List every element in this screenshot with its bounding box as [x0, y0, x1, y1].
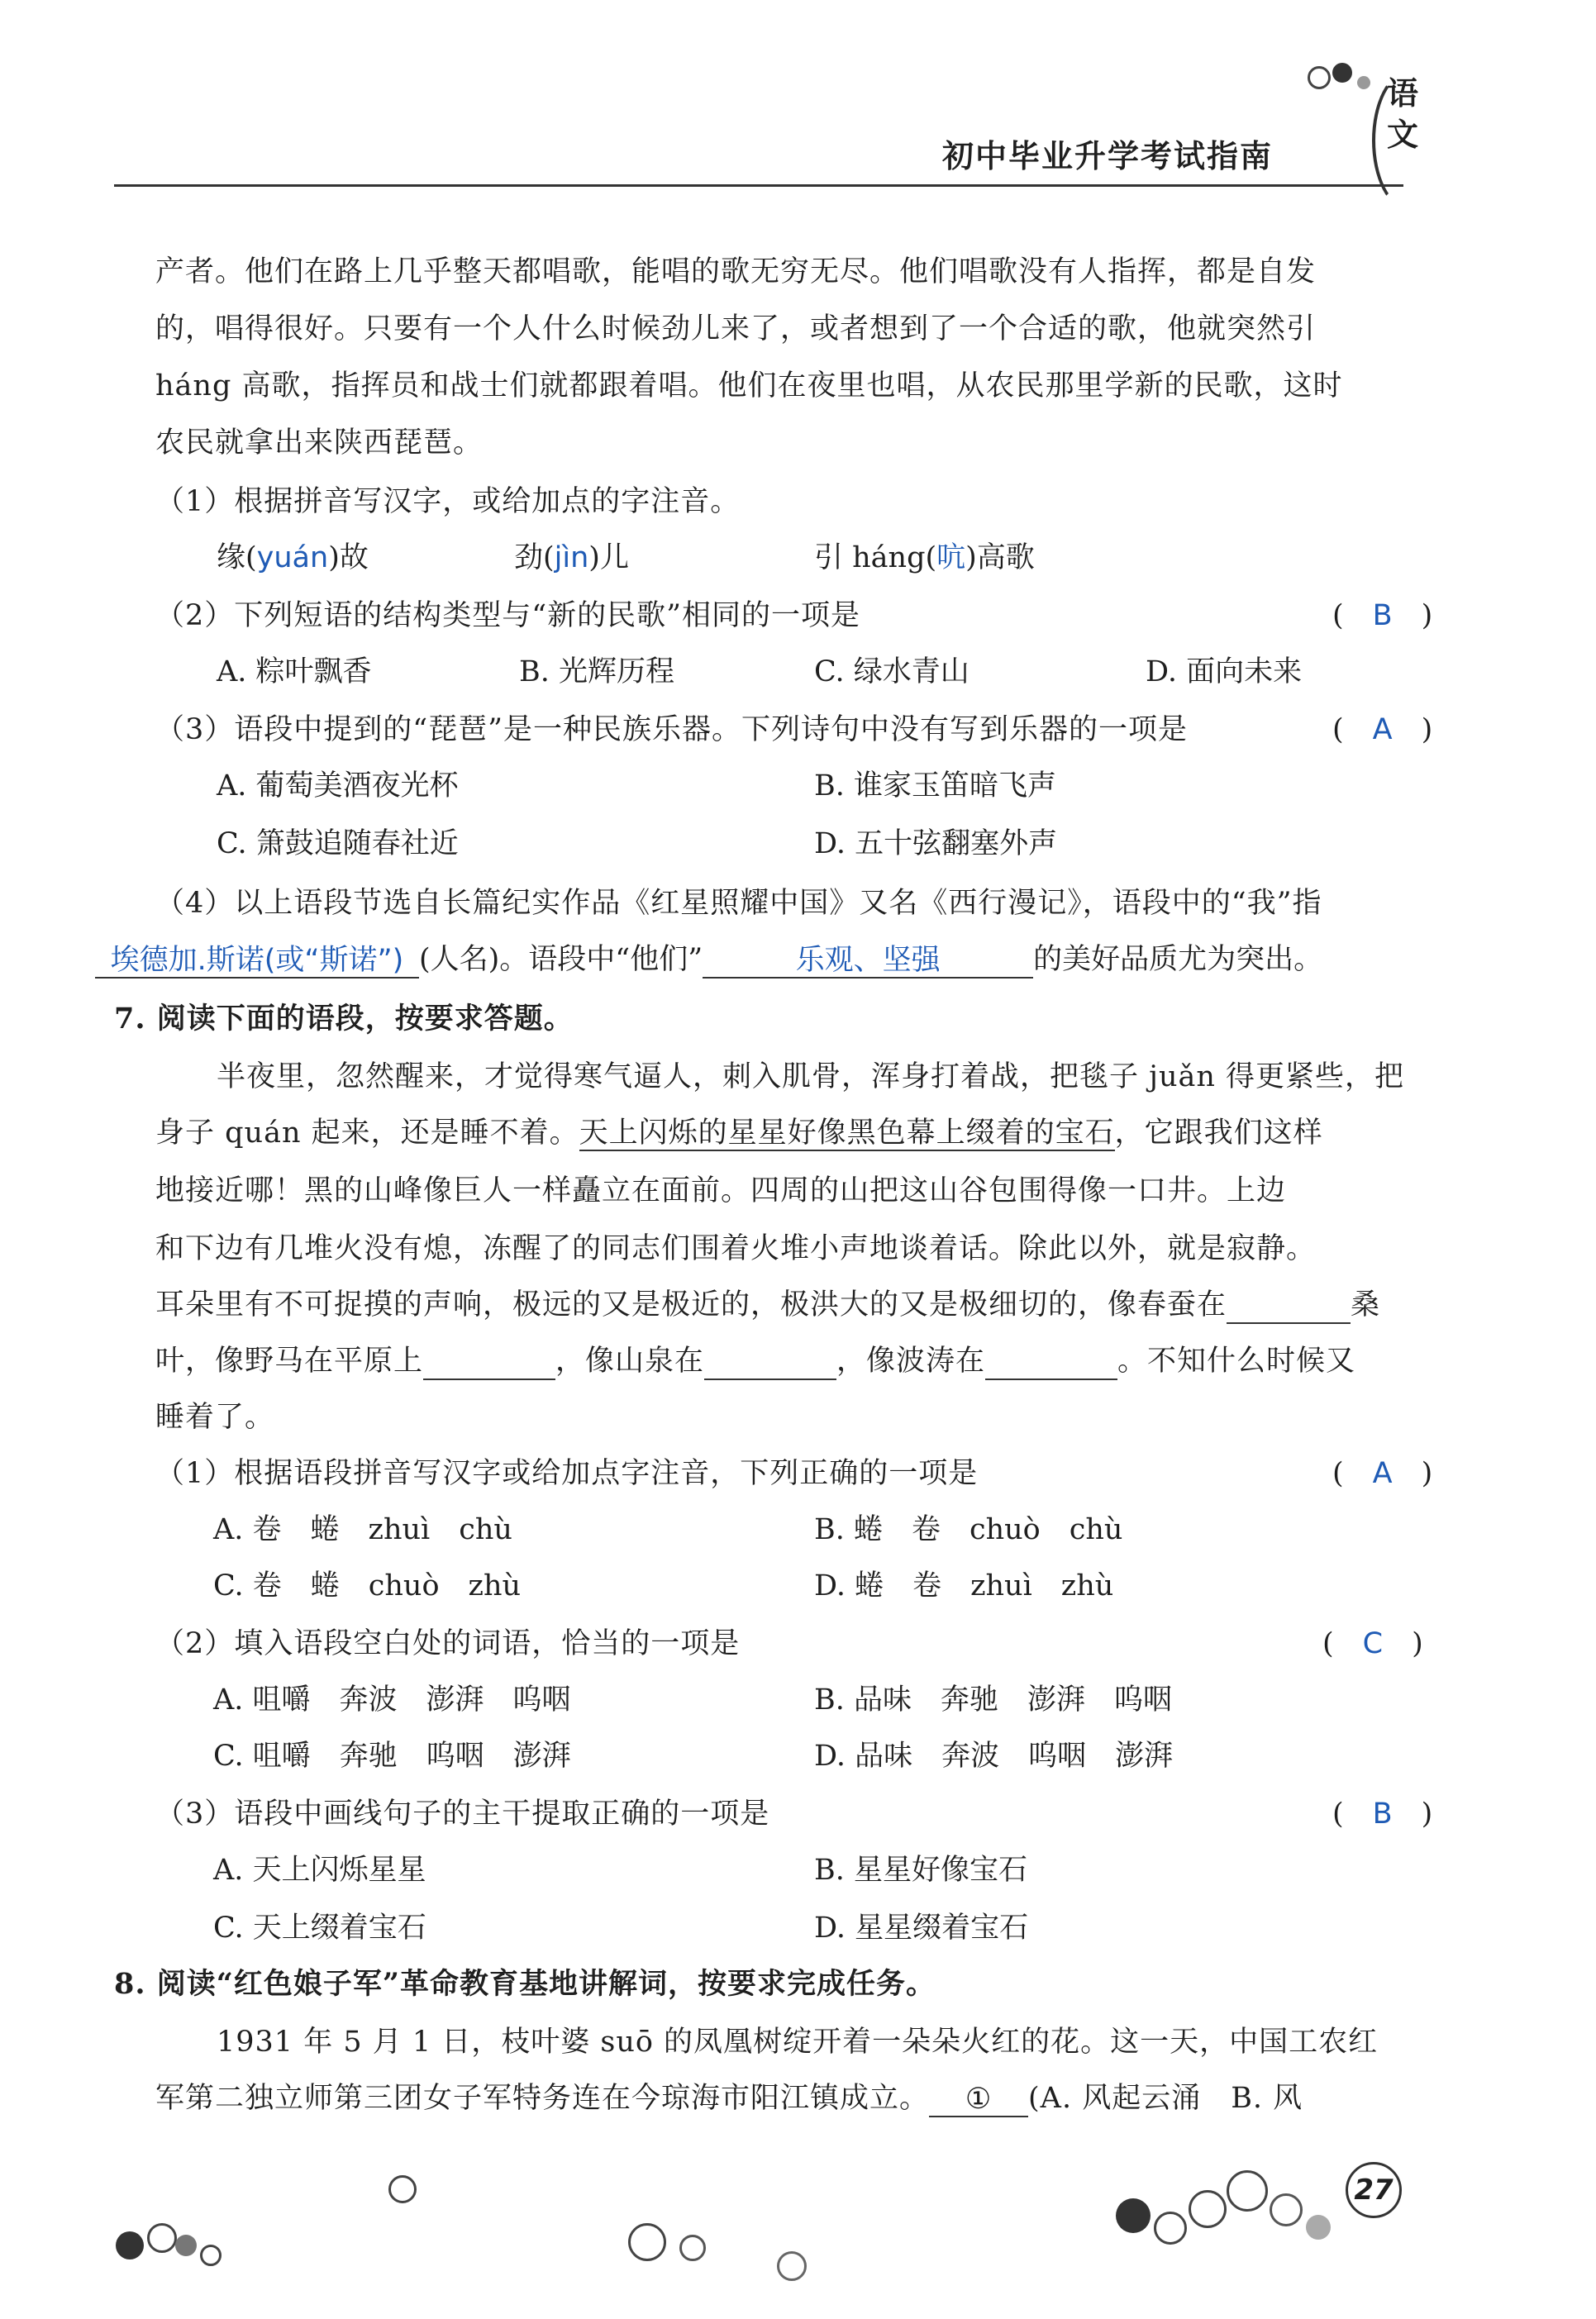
option-b: B. 星星好像宝石 [814, 1854, 1027, 1887]
passage-line: 叶，像野马在平原上 ，像山泉在 ，像波涛在 。不知什么时候又 [155, 1342, 1355, 1380]
blank-field: ① [929, 2083, 1028, 2117]
blank-field [704, 1379, 836, 1380]
passage-line: 1931 年 5 月 1 日，枝叶婆 suō 的凤凰树绽开着一朵朵火红的花。这一天，中国工农红 [217, 2026, 1379, 2059]
header-title: 初中毕业升学考试指南 [942, 138, 1274, 174]
option-d: D. 品味 奔波 呜咽 澎湃 [814, 1740, 1174, 1773]
option-c: C. 绿水青山 [814, 655, 970, 688]
decor-circle [1332, 63, 1352, 83]
header-divider [114, 184, 1403, 187]
passage-line: háng 高歌，指挥员和战士们就都跟着唱。他们在夜里也唱，从农民那里学新的民歌，这时 [155, 369, 1343, 402]
filled-answer: 乐观、坚强 [703, 944, 1033, 979]
passage-line: 身子 quán 起来，还是睡不着。天上闪烁的星星好像黑色幕上缀着的宝石，它跟我们这样 [155, 1117, 1323, 1150]
blank-field [423, 1379, 555, 1380]
passage-line: 的，唱得很好。只要有一个人什么时候劲儿来了，或者想到了一个合适的歌，他就突然引 [155, 312, 1317, 345]
decor-circle [147, 2223, 177, 2253]
option-d: D. 蜷 卷 zhuì zhù [814, 1569, 1114, 1602]
decor-circle [388, 2175, 417, 2203]
passage-line: 军第二独立师第三团女子军特务连在今琼海市阳江镇成立。 ① (A. 风起云涌 B. 风 [155, 2082, 1303, 2116]
option-c: C. 天上缀着宝石 [213, 1912, 426, 1945]
filled-answer: jìn [554, 541, 589, 574]
filled-answer: 埃德加.斯诺(或“斯诺”) [95, 944, 419, 979]
option-b: B. 光辉历程 [519, 655, 674, 688]
question-stem: （3）语段中画线句子的主干提取正确的一项是 [155, 1798, 770, 1831]
filled-answer: yuán [256, 541, 329, 574]
answer-item: 引 háng(吭)高歌 [814, 541, 1035, 574]
decor-ring [1372, 71, 1445, 210]
passage-line: 农民就拿出来陕西琵琶。 [155, 426, 484, 460]
decor-circle [1154, 2212, 1187, 2245]
decor-circle [1308, 66, 1331, 89]
answer-paren: ( B ) [1332, 1798, 1433, 1831]
option-b: B. 蜷 卷 chuò chù [814, 1513, 1123, 1546]
decor-circle [1189, 2190, 1227, 2228]
answer-item: 缘(yuán)故 [217, 541, 369, 574]
question-title: 8. 阅读“红色娘子军”革命教育基地讲解词，按要求完成任务。 [114, 1967, 936, 2001]
option-a: A. 葡萄美酒夜光杯 [217, 769, 459, 802]
option-a: A. 卷 蜷 zhuì chù [213, 1513, 512, 1546]
question-stem: （3）语段中提到的“琵琶”是一种民族乐器。下列诗句中没有写到乐器的一项是 [155, 713, 1189, 746]
option-d: D. 五十弦翻塞外声 [814, 827, 1058, 860]
question-stem: （2）填入语段空白处的词语，恰当的一项是 [155, 1627, 741, 1660]
answer-paren: ( A ) [1332, 1457, 1433, 1490]
decor-circle [1306, 2215, 1331, 2240]
option-d: D. 面向未来 [1146, 655, 1303, 688]
option-b: B. 品味 奔驰 澎湃 呜咽 [814, 1683, 1172, 1717]
subject-char-top: 语 [1386, 75, 1418, 112]
passage-line: 产者。他们在路上几乎整天都唱歌，能唱的歌无穷无尽。他们唱歌没有人指挥，都是自发 [155, 255, 1317, 288]
passage-line: 和下边有几堆火没有熄，冻醒了的同志们围着火堆小声地谈着话。除此以外，就是寂静。 [155, 1232, 1317, 1265]
decor-circle [1270, 2193, 1303, 2226]
question-stem: （2）下列短语的结构类型与“新的民歌”相同的一项是 [155, 599, 861, 632]
question-stem: （1）根据语段拼音写汉字或给加点字注音，下列正确的一项是 [155, 1457, 979, 1490]
decor-circle [175, 2235, 197, 2256]
decor-circle [1116, 2198, 1151, 2233]
decor-circle [200, 2245, 222, 2266]
option-d: D. 星星缀着宝石 [814, 1912, 1029, 1945]
option-c: C. 箫鼓追随春社近 [217, 827, 459, 860]
option-a: A. 粽叶飘香 [217, 655, 372, 688]
passage-line: 地接近哪！黑的山峰像巨人一样矗立在面前。四周的山把这山谷包围得像一口井。上边 [155, 1174, 1287, 1207]
answer-paren: ( B ) [1332, 599, 1433, 632]
question-stem: （4）以上语段节选自长篇纪实作品《红星照耀中国》又名《西行漫记》，语段中的“我”指 [155, 887, 1322, 920]
option-c: C. 卷 蜷 chuò zhù [213, 1569, 522, 1602]
passage-line: 半夜里，忽然醒来，才觉得寒气逼人，刺入肌骨，浑身打着战，把毯子 juǎn 得更紧些，把 [217, 1060, 1405, 1093]
question-title: 7. 阅读下面的语段，按要求答题。 [114, 1002, 574, 1036]
option-a: A. 天上闪烁星星 [213, 1854, 426, 1887]
answer-paren: ( C ) [1322, 1627, 1423, 1660]
option-a: A. 咀嚼 奔波 澎湃 呜咽 [213, 1683, 571, 1717]
fill-line: 埃德加.斯诺(或“斯诺”) (人名)。语段中“他们” 乐观、坚强 的美好品质尤为突出。 [95, 940, 1322, 979]
answer-paren: ( A ) [1332, 713, 1433, 746]
passage-line: 睡着了。 [155, 1401, 275, 1434]
option-c: C. 咀嚼 奔驰 呜咽 澎湃 [213, 1740, 571, 1773]
subject-char-bottom: 文 [1386, 117, 1418, 153]
blank-field [985, 1379, 1117, 1380]
decor-circle [777, 2251, 807, 2281]
decor-circle [116, 2231, 144, 2259]
passage-line: 耳朵里有不可捉摸的声响，极远的又是极近的，极洪大的又是极细切的，像春蚕在 桑 [155, 1286, 1380, 1324]
underlined-sentence: 天上闪烁的星星好像黑色幕上缀着的宝石 [579, 1117, 1115, 1150]
decor-circle [628, 2223, 666, 2261]
decor-circle [679, 2235, 706, 2261]
blank-field [1227, 1322, 1351, 1324]
page-number: 27 [1346, 2162, 1402, 2218]
decor-circle [1227, 2170, 1268, 2212]
option-b: B. 谁家玉笛暗飞声 [814, 769, 1056, 802]
answer-item: 劲(jìn)儿 [514, 541, 629, 574]
question-stem: （1）根据拼音写汉字，或给加点的字注音。 [155, 485, 741, 518]
filled-answer: 吭 [936, 541, 966, 574]
decor-circle [1357, 76, 1370, 89]
